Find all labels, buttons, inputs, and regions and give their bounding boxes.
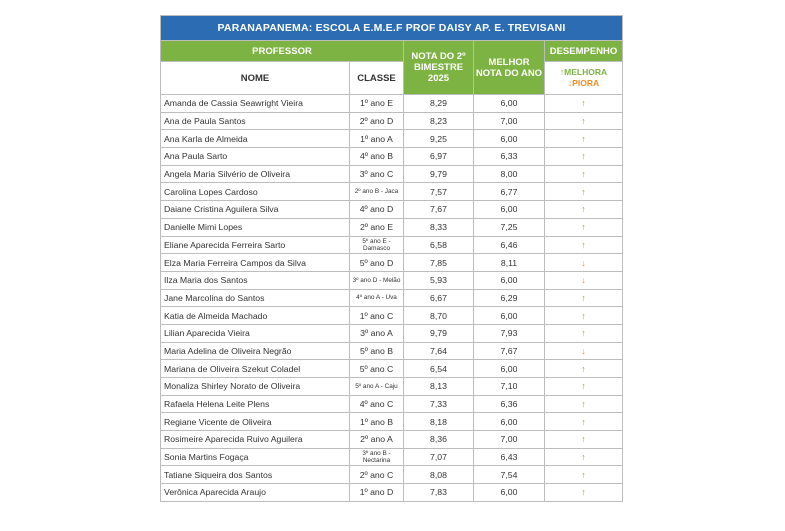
- professor-header: PROFESSOR: [161, 41, 404, 62]
- best-grade-cell: 7,93: [474, 324, 545, 342]
- performance-cell: ↑: [545, 413, 623, 431]
- table-row: [161, 307, 623, 325]
- teacher-name-cell: Katia de Almeida Machado: [161, 307, 350, 325]
- teacher-name-cell: Danielle Mimi Lopes: [161, 218, 350, 236]
- performance-cell: ↓: [545, 271, 623, 289]
- grades-table: [160, 15, 623, 502]
- teacher-name-cell: Elza Maria Ferreira Campos da Silva: [161, 254, 350, 272]
- teacher-name-cell: Ana de Paula Santos: [161, 112, 350, 130]
- grade-cell: 7,64: [404, 342, 474, 360]
- grade-cell: 6,97: [404, 148, 474, 166]
- table-row: [161, 218, 623, 236]
- best-grade-cell: 6,36: [474, 395, 545, 413]
- grade-cell: 7,85: [404, 254, 474, 272]
- teacher-name-cell: Regiane Vicente de Oliveira: [161, 413, 350, 431]
- performance-cell: ↑: [545, 484, 623, 502]
- table-row: [161, 165, 623, 183]
- grade-cell: 9,25: [404, 130, 474, 148]
- best-grade-cell: 8,11: [474, 254, 545, 272]
- performance-cell: ↑: [545, 95, 623, 113]
- teacher-name-cell: Mariana de Oliveira Szekut Coladel: [161, 360, 350, 378]
- best-grade-cell: 6,29: [474, 289, 545, 307]
- table-row: [161, 201, 623, 219]
- legend-piora: ↓PIORA: [567, 78, 600, 88]
- grade-cell: 8,23: [404, 112, 474, 130]
- class-cell: 1º ano A: [350, 130, 404, 148]
- performance-cell: ↑: [545, 307, 623, 325]
- grade-cell: 9,79: [404, 165, 474, 183]
- teacher-name-cell: Jane Marcolina do Santos: [161, 289, 350, 307]
- teacher-name-cell: Rafaela Helena Leite Plens: [161, 395, 350, 413]
- grade-cell: 7,67: [404, 201, 474, 219]
- best-grade-cell: 7,67: [474, 342, 545, 360]
- grade-cell: 8,70: [404, 307, 474, 325]
- class-cell: 1º ano D: [350, 484, 404, 502]
- grades-table-container: [160, 15, 622, 502]
- performance-cell: ↑: [545, 130, 623, 148]
- table-row: [161, 254, 623, 272]
- class-cell: 2º ano D: [350, 112, 404, 130]
- grade-cell: 7,83: [404, 484, 474, 502]
- table-row: [161, 271, 623, 289]
- grade-cell: 8,18: [404, 413, 474, 431]
- grade-cell: 5,93: [404, 271, 474, 289]
- best-grade-cell: 6,00: [474, 271, 545, 289]
- teacher-name-cell: Ana Karla de Almeida: [161, 130, 350, 148]
- performance-cell: ↑: [545, 360, 623, 378]
- teacher-name-cell: Sonia Martins Fogaça: [161, 448, 350, 466]
- performance-cell: ↑: [545, 289, 623, 307]
- table-row: [161, 413, 623, 431]
- performance-cell: ↑: [545, 395, 623, 413]
- table-row: [161, 431, 623, 449]
- grade-cell: 7,33: [404, 395, 474, 413]
- table-row: [161, 360, 623, 378]
- teacher-name-cell: Ilza Maria dos Santos: [161, 271, 350, 289]
- best-grade-cell: 8,00: [474, 165, 545, 183]
- teacher-name-cell: Eliane Aparecida Ferreira Sarto: [161, 236, 350, 254]
- best-grade-cell: 6,00: [474, 360, 545, 378]
- performance-cell: ↑: [545, 165, 623, 183]
- class-cell: 1º ano B: [350, 413, 404, 431]
- teacher-name-cell: Angela Maria Silvério de Oliveira: [161, 165, 350, 183]
- teacher-name-cell: Rosimeire Aparecida Ruivo Aguilera: [161, 431, 350, 449]
- grade-cell: 8,13: [404, 378, 474, 396]
- teacher-name-cell: Carolina Lopes Cardoso: [161, 183, 350, 201]
- grade-cell: 7,07: [404, 448, 474, 466]
- table-row: [161, 236, 623, 254]
- best-grade-cell: 7,00: [474, 431, 545, 449]
- table-row: [161, 148, 623, 166]
- class-cell: 5º ano C: [350, 360, 404, 378]
- performance-cell: ↑: [545, 466, 623, 484]
- grade-cell: 8,36: [404, 431, 474, 449]
- class-cell: 4º ano B: [350, 148, 404, 166]
- grade-cell: 8,33: [404, 218, 474, 236]
- performance-cell: ↑: [545, 148, 623, 166]
- class-cell: 1º ano C: [350, 307, 404, 325]
- nota-header: NOTA DO 2º BIMESTRE 2025: [404, 41, 474, 95]
- performance-cell: ↑: [545, 378, 623, 396]
- grade-cell: 6,58: [404, 236, 474, 254]
- class-cell: 3º ano C: [350, 165, 404, 183]
- best-grade-cell: 6,00: [474, 484, 545, 502]
- class-cell: 3º ano D - Melão: [350, 271, 404, 289]
- best-grade-cell: 7,25: [474, 218, 545, 236]
- best-grade-cell: 6,00: [474, 413, 545, 431]
- class-cell: 2º ano C: [350, 466, 404, 484]
- table-row: [161, 130, 623, 148]
- performance-cell: ↓: [545, 342, 623, 360]
- grade-cell: 7,57: [404, 183, 474, 201]
- best-grade-cell: 7,00: [474, 112, 545, 130]
- best-grade-cell: 6,00: [474, 95, 545, 113]
- performance-cell: ↑: [545, 236, 623, 254]
- best-grade-cell: 6,46: [474, 236, 545, 254]
- legend-melhora: ↑MELHORA: [559, 67, 608, 77]
- table-row: [161, 484, 623, 502]
- best-grade-cell: 6,33: [474, 148, 545, 166]
- best-grade-cell: 6,00: [474, 201, 545, 219]
- table-row: [161, 183, 623, 201]
- teacher-name-cell: Daiane Cristina Aguilera Silva: [161, 201, 350, 219]
- performance-cell: ↑: [545, 112, 623, 130]
- class-cell: 5º ano A - Caju: [350, 378, 404, 396]
- teacher-name-cell: Lilian Aparecida Vieira: [161, 324, 350, 342]
- nome-header: NOME: [161, 62, 350, 95]
- performance-cell: ↑: [545, 448, 623, 466]
- class-cell: 2º ano E: [350, 218, 404, 236]
- legend-cell: [545, 62, 623, 95]
- class-cell: 3º ano B - Nectarina: [350, 448, 404, 466]
- table-row: [161, 95, 623, 113]
- table-row: [161, 466, 623, 484]
- class-cell: 4º ano A - Uva: [350, 289, 404, 307]
- performance-cell: ↑: [545, 431, 623, 449]
- best-grade-cell: 6,00: [474, 307, 545, 325]
- grade-cell: 6,67: [404, 289, 474, 307]
- class-cell: 1º ano E: [350, 95, 404, 113]
- table-row: [161, 112, 623, 130]
- grade-cell: 9,79: [404, 324, 474, 342]
- table-row: [161, 342, 623, 360]
- teacher-name-cell: Ana Paula Sarto: [161, 148, 350, 166]
- teacher-name-cell: Maria Adelina de Oliveira Negrão: [161, 342, 350, 360]
- table-row: [161, 378, 623, 396]
- class-cell: 5º ano E - Damasco: [350, 236, 404, 254]
- melhor-header: MELHOR NOTA DO ANO: [474, 41, 545, 95]
- class-cell: 4º ano D: [350, 201, 404, 219]
- teacher-name-cell: Tatiane Siqueira dos Santos: [161, 466, 350, 484]
- class-cell: 4º ano C: [350, 395, 404, 413]
- class-cell: 3º ano A: [350, 324, 404, 342]
- table-title: PARANAPANEMA: ESCOLA E.M.E.F PROF DAISY AP. E. TREVISANI: [161, 16, 623, 41]
- classe-header: CLASSE: [350, 62, 404, 95]
- class-cell: 5º ano D: [350, 254, 404, 272]
- table-body: [161, 95, 623, 502]
- grade-cell: 6,54: [404, 360, 474, 378]
- best-grade-cell: 6,00: [474, 130, 545, 148]
- performance-cell: ↑: [545, 218, 623, 236]
- teacher-name-cell: Monaliza Shirley Norato de Oliveira: [161, 378, 350, 396]
- teacher-name-cell: Amanda de Cassia Seawright Vieira: [161, 95, 350, 113]
- table-row: [161, 448, 623, 466]
- table-row: [161, 289, 623, 307]
- best-grade-cell: 6,77: [474, 183, 545, 201]
- performance-cell: ↓: [545, 254, 623, 272]
- performance-cell: ↑: [545, 201, 623, 219]
- performance-cell: ↑: [545, 183, 623, 201]
- teacher-name-cell: Verônica Aparecida Araujo: [161, 484, 350, 502]
- best-grade-cell: 6,43: [474, 448, 545, 466]
- table-row: [161, 395, 623, 413]
- class-cell: 2º ano A: [350, 431, 404, 449]
- grade-cell: 8,08: [404, 466, 474, 484]
- best-grade-cell: 7,54: [474, 466, 545, 484]
- class-cell: 2º ano B - Jaca: [350, 183, 404, 201]
- class-cell: 5º ano B: [350, 342, 404, 360]
- performance-cell: ↑: [545, 324, 623, 342]
- best-grade-cell: 7,10: [474, 378, 545, 396]
- table-row: [161, 324, 623, 342]
- grade-cell: 8,29: [404, 95, 474, 113]
- desempenho-header: DESEMPENHO: [545, 41, 623, 62]
